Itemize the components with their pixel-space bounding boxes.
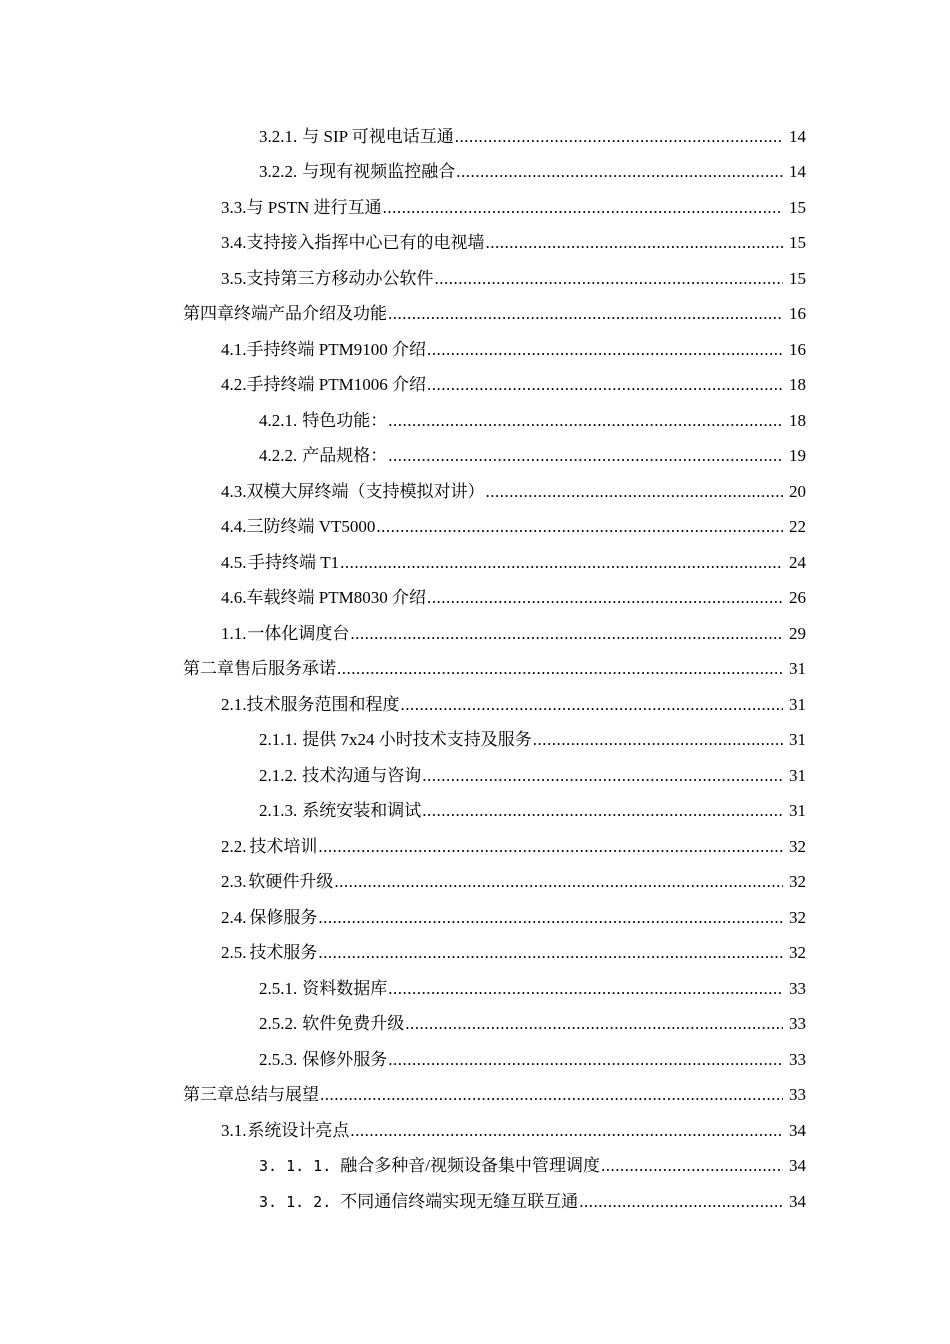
toc-dot-leader <box>388 446 783 466</box>
toc-entry-number: 2.5. <box>221 943 247 963</box>
toc-entry-page: 31 <box>789 801 806 821</box>
toc-entry[interactable] <box>0 439 950 475</box>
toc-entry-page: 31 <box>789 694 806 714</box>
toc-dot-leader <box>427 375 783 395</box>
table-of-contents <box>0 119 950 1220</box>
toc-entry-number: 4.6. <box>221 588 247 608</box>
toc-entry[interactable] <box>0 1184 950 1220</box>
toc-entry-number: 2.5.1. <box>259 978 298 998</box>
toc-entry-number: 第四章 <box>183 304 234 324</box>
toc-dot-leader <box>486 233 784 253</box>
toc-entry-number: 1.1. <box>221 623 247 643</box>
toc-entry[interactable] <box>0 1078 950 1114</box>
toc-entry-number: 3.3. <box>221 197 247 217</box>
toc-entry-title: 系统安装和调试 <box>302 801 422 821</box>
toc-entry-number: 2.5.3. <box>259 1049 298 1069</box>
toc-entry-title: 车载终端 PTM8030 介绍 <box>246 588 426 608</box>
toc-dot-leader <box>486 482 784 502</box>
toc-entry-page: 16 <box>789 304 806 324</box>
toc-dot-leader <box>455 127 783 147</box>
toc-entry-title: 支持接入指挥中心已有的电视墙 <box>246 233 485 253</box>
toc-entry-page: 32 <box>789 836 806 856</box>
toc-dot-leader <box>435 269 784 289</box>
toc-entry-title: 技术沟通与咨询 <box>302 765 422 785</box>
toc-entry-title: 终端产品介绍及功能 <box>234 304 387 324</box>
toc-entry-title: 与 PSTN 进行互通 <box>246 197 382 217</box>
toc-entry-page: 15 <box>789 197 806 217</box>
toc-entry-title: 总结与展望 <box>234 1085 319 1105</box>
toc-dot-leader <box>533 730 783 750</box>
toc-entry[interactable] <box>0 1042 950 1078</box>
toc-entry-page: 31 <box>789 730 806 750</box>
toc-dot-leader <box>422 766 783 786</box>
toc-entry[interactable] <box>0 190 950 226</box>
toc-entry-number: 第二章 <box>183 659 234 679</box>
toc-entry[interactable] <box>0 119 950 155</box>
toc-entry-page: 14 <box>789 126 806 146</box>
toc-dot-leader <box>334 872 783 892</box>
toc-entry[interactable] <box>0 1149 950 1185</box>
toc-entry-title: 双模大屏终端（支持模拟对讲） <box>246 481 485 501</box>
toc-entry[interactable] <box>0 865 950 901</box>
toc-dot-leader <box>405 1014 783 1034</box>
toc-entry-number: 2.3. <box>221 872 247 892</box>
toc-entry-number: 2.1.3. <box>259 801 298 821</box>
toc-entry-number: 3.1. <box>221 1120 247 1140</box>
toc-entry-number: 2.1.1. <box>259 730 298 750</box>
toc-entry-number: 2.2. <box>221 836 247 856</box>
toc-entry-page: 34 <box>789 1156 806 1176</box>
toc-entry-number: 2.4. <box>221 907 247 927</box>
toc-entry-page: 33 <box>789 1085 806 1105</box>
toc-entry[interactable] <box>0 510 950 546</box>
toc-entry[interactable] <box>0 581 950 617</box>
toc-entry-number: 4.4. <box>221 517 247 537</box>
toc-entry-page: 29 <box>789 623 806 643</box>
toc-entry-number: 2.1.2. <box>259 765 298 785</box>
toc-entry-title: 手持终端 T1 <box>248 552 340 572</box>
toc-entry-page: 20 <box>789 481 806 501</box>
toc-entry[interactable] <box>0 474 950 510</box>
toc-entry-page: 26 <box>789 588 806 608</box>
toc-entry-title: 软件免费升级 <box>302 1014 405 1034</box>
toc-entry-number: 3.2.2. <box>259 162 298 182</box>
toc-entry-number: 2.1. <box>221 694 247 714</box>
toc-entry-page: 19 <box>789 446 806 466</box>
toc-entry[interactable] <box>0 403 950 439</box>
toc-dot-leader <box>456 162 783 182</box>
toc-entry-title: 产品规格： <box>302 446 388 466</box>
toc-dot-leader <box>388 411 783 431</box>
toc-dot-leader <box>318 908 783 928</box>
toc-entry[interactable] <box>0 226 950 262</box>
toc-entry[interactable] <box>0 155 950 191</box>
toc-entry[interactable] <box>0 368 950 404</box>
toc-entry-number: 3. 1. 2. <box>259 1192 332 1211</box>
toc-entry[interactable] <box>0 1007 950 1043</box>
toc-dot-leader <box>337 659 783 679</box>
toc-entry[interactable] <box>0 261 950 297</box>
toc-dot-leader <box>318 943 783 963</box>
toc-dot-leader <box>427 340 783 360</box>
toc-entry-title: 技术服务 <box>249 943 318 963</box>
toc-dot-leader <box>601 1156 783 1176</box>
toc-entry-number: 4.2. <box>221 375 247 395</box>
toc-entry-page: 22 <box>789 517 806 537</box>
toc-dot-leader <box>320 1085 783 1105</box>
toc-entry[interactable] <box>0 794 950 830</box>
toc-entry-title: 保修外服务 <box>302 1049 388 1069</box>
toc-entry-title: 手持终端 PTM1006 介绍 <box>246 375 426 395</box>
toc-entry-title: 一体化调度台 <box>247 623 350 643</box>
toc-entry-title: 系统设计亮点 <box>247 1120 350 1140</box>
toc-entry-title: 提供 7x24 小时技术支持及服务 <box>302 730 532 750</box>
toc-entry[interactable] <box>0 687 950 723</box>
toc-entry-page: 33 <box>789 978 806 998</box>
toc-dot-leader <box>422 801 783 821</box>
toc-entry[interactable] <box>0 971 950 1007</box>
toc-entry[interactable] <box>0 900 950 936</box>
toc-entry-title: 资料数据库 <box>302 978 388 998</box>
toc-entry-title: 与 SIP 可视电话互通 <box>302 126 454 146</box>
toc-entry[interactable] <box>0 297 950 333</box>
toc-dot-leader <box>579 1192 783 1212</box>
toc-dot-leader <box>383 198 783 218</box>
toc-entry-number: 4.2.1. <box>259 410 298 430</box>
toc-entry-number: 3.5. <box>221 268 247 288</box>
toc-entry-page: 32 <box>789 872 806 892</box>
toc-entry-title: 售后服务承诺 <box>234 659 336 679</box>
toc-entry-number: 4.2.2. <box>259 446 298 466</box>
toc-entry-page: 34 <box>789 1191 806 1211</box>
toc-dot-leader <box>376 517 783 537</box>
toc-entry-page: 15 <box>789 268 806 288</box>
toc-entry[interactable] <box>0 723 950 759</box>
toc-entry-page: 18 <box>789 410 806 430</box>
toc-dot-leader <box>350 1121 783 1141</box>
toc-entry[interactable] <box>0 545 950 581</box>
toc-entry-title: 特色功能： <box>302 410 388 430</box>
toc-entry[interactable] <box>0 829 950 865</box>
toc-entry-number: 4.1. <box>221 339 247 359</box>
toc-entry-title: 技术培训 <box>249 836 318 856</box>
toc-entry-title: 软硬件升级 <box>248 872 334 892</box>
toc-entry-page: 14 <box>789 162 806 182</box>
toc-dot-leader <box>318 837 783 857</box>
toc-dot-leader <box>388 979 783 999</box>
toc-dot-leader <box>401 695 784 715</box>
toc-dot-leader <box>388 304 783 324</box>
toc-entry-title: 不同通信终端实现无缝互联互通 <box>340 1191 579 1211</box>
toc-dot-leader <box>350 624 783 644</box>
toc-entry[interactable] <box>0 936 950 972</box>
toc-entry-page: 15 <box>789 233 806 253</box>
toc-entry-page: 32 <box>789 907 806 927</box>
toc-entry-page: 18 <box>789 375 806 395</box>
toc-entry-page: 33 <box>789 1014 806 1034</box>
toc-entry-title: 支持第三方移动办公软件 <box>246 268 434 288</box>
toc-entry-page: 34 <box>789 1120 806 1140</box>
toc-entry[interactable] <box>0 652 950 688</box>
toc-entry-title: 保修服务 <box>249 907 318 927</box>
toc-entry-page: 31 <box>789 659 806 679</box>
toc-entry-title: 融合多种音/视频设备集中管理调度 <box>340 1156 600 1176</box>
toc-dot-leader <box>427 588 783 608</box>
toc-entry-number: 3.4. <box>221 233 247 253</box>
toc-entry[interactable] <box>0 332 950 368</box>
toc-entry-number: 4.3. <box>221 481 247 501</box>
toc-entry-page: 32 <box>789 943 806 963</box>
toc-entry-title: 三防终端 VT5000 <box>246 517 376 537</box>
toc-entry-number: 3.2.1. <box>259 126 298 146</box>
toc-entry[interactable] <box>0 1113 950 1149</box>
toc-entry-page: 24 <box>789 552 806 572</box>
toc-entry-page: 33 <box>789 1049 806 1069</box>
toc-dot-leader <box>388 1050 783 1070</box>
toc-entry-title: 与现有视频监控融合 <box>302 162 456 182</box>
toc-entry-number: 第三章 <box>183 1085 234 1105</box>
toc-entry-title: 手持终端 PTM9100 介绍 <box>246 339 426 359</box>
toc-entry-page: 16 <box>789 339 806 359</box>
toc-entry-number: 3. 1. 1. <box>259 1157 332 1176</box>
toc-entry-page: 31 <box>789 765 806 785</box>
toc-entry[interactable] <box>0 616 950 652</box>
toc-entry-number: 2.5.2. <box>259 1014 298 1034</box>
toc-entry-number: 4.5. <box>221 552 247 572</box>
toc-entry-title: 技术服务范围和程度 <box>246 694 400 714</box>
toc-dot-leader <box>340 553 783 573</box>
toc-entry[interactable] <box>0 758 950 794</box>
